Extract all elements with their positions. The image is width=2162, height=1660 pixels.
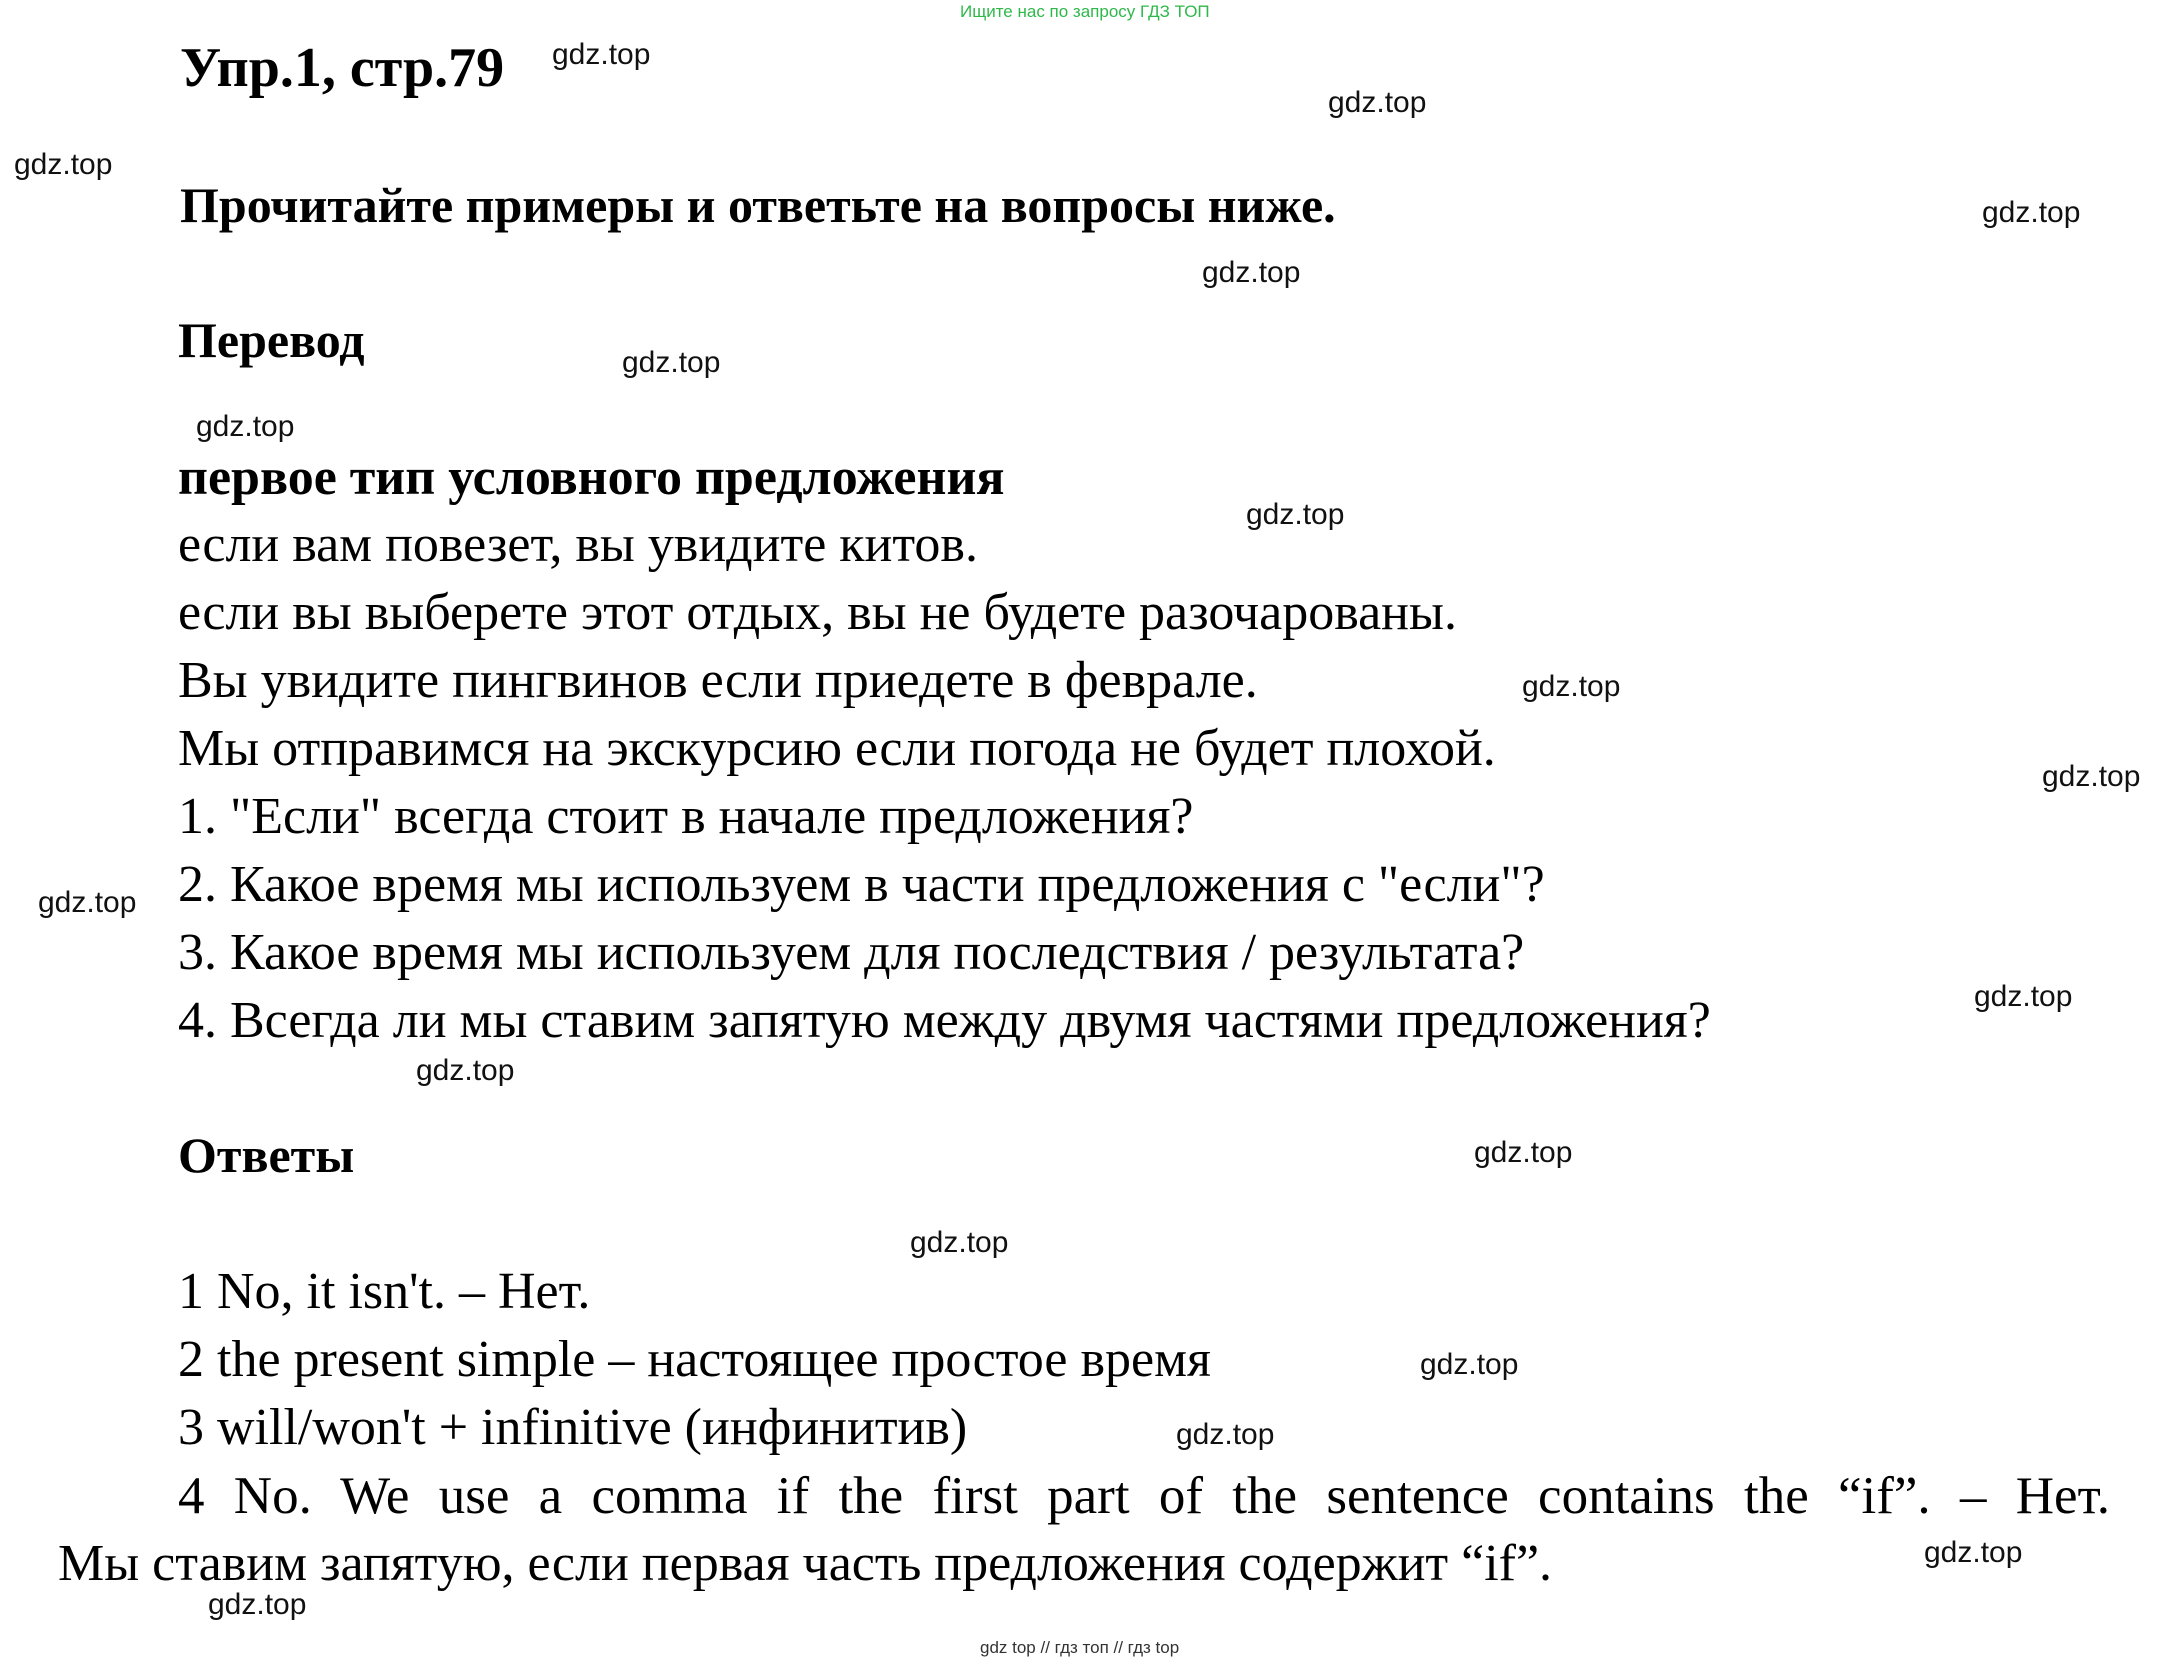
instruction-text: Прочитайте примеры и ответьте на вопросы ниже. [180, 177, 1336, 233]
answers-heading: Ответы [178, 1127, 355, 1183]
watermark: gdz.top [1176, 1418, 1275, 1451]
watermark: gdz.top [14, 148, 113, 181]
conditional-heading: первое тип условного предложения [178, 449, 1005, 506]
watermark: gdz.top [208, 1588, 307, 1621]
top-banner: Ищите нас по запросу ГДЗ ТОП [960, 2, 1210, 21]
answer-line: Мы ставим запятую, если первая часть предложения содержит “if”. [58, 1535, 1553, 1592]
watermark: gdz.top [1982, 196, 2081, 229]
watermark: gdz.top [910, 1226, 1009, 1259]
question-line: 3. Какое время мы используем для последствия / результата? [178, 924, 1525, 981]
watermark: gdz.top [38, 886, 137, 919]
page-title: Упр.1, стр.79 [180, 37, 505, 99]
answer-line: 3 will/won't + infinitive (инфинитив) [178, 1399, 968, 1456]
question-line: 4. Всегда ли мы ставим запятую между двумя частями предложения? [178, 992, 1711, 1049]
watermark: gdz.top [1522, 670, 1621, 703]
answer-line: 4 No. We use a comma if the first part of the sentence contains the “if”. – Нет. [178, 1467, 2110, 1525]
watermark: gdz.top [1328, 86, 1427, 119]
example-line: Мы отправимся на экскурсию если погода не будет плохой. [178, 720, 1496, 777]
watermark: gdz.top [622, 346, 721, 379]
watermark: gdz.top [196, 410, 295, 443]
watermark: gdz.top [1420, 1348, 1519, 1381]
watermark: gdz.top [1202, 256, 1301, 289]
watermark: gdz.top [416, 1054, 515, 1087]
watermark: gdz.top [1474, 1136, 1573, 1169]
question-line: 1. "Если" всегда стоит в начале предложения? [178, 788, 1194, 845]
watermark: gdz.top [1246, 498, 1345, 531]
example-line: Вы увидите пингвинов если приедете в феврале. [178, 652, 1258, 709]
translation-heading: Перевод [178, 312, 365, 368]
example-line: если вам повезет, вы увидите китов. [178, 516, 978, 573]
bottom-banner: gdz top // гдз топ // гдз top [980, 1638, 1180, 1657]
watermark: gdz.top [552, 38, 651, 71]
watermark: gdz.top [1924, 1536, 2023, 1569]
watermark: gdz.top [1974, 980, 2073, 1013]
example-line: если вы выберете этот отдых, вы не будете разочарованы. [178, 584, 1457, 641]
answer-line: 1 No, it isn't. – Нет. [178, 1263, 591, 1320]
question-line: 2. Какое время мы используем в части предложения с "если"? [178, 856, 1545, 913]
watermark: gdz.top [2042, 760, 2141, 793]
answer-line: 2 the present simple – настоящее простое время [178, 1331, 1211, 1388]
